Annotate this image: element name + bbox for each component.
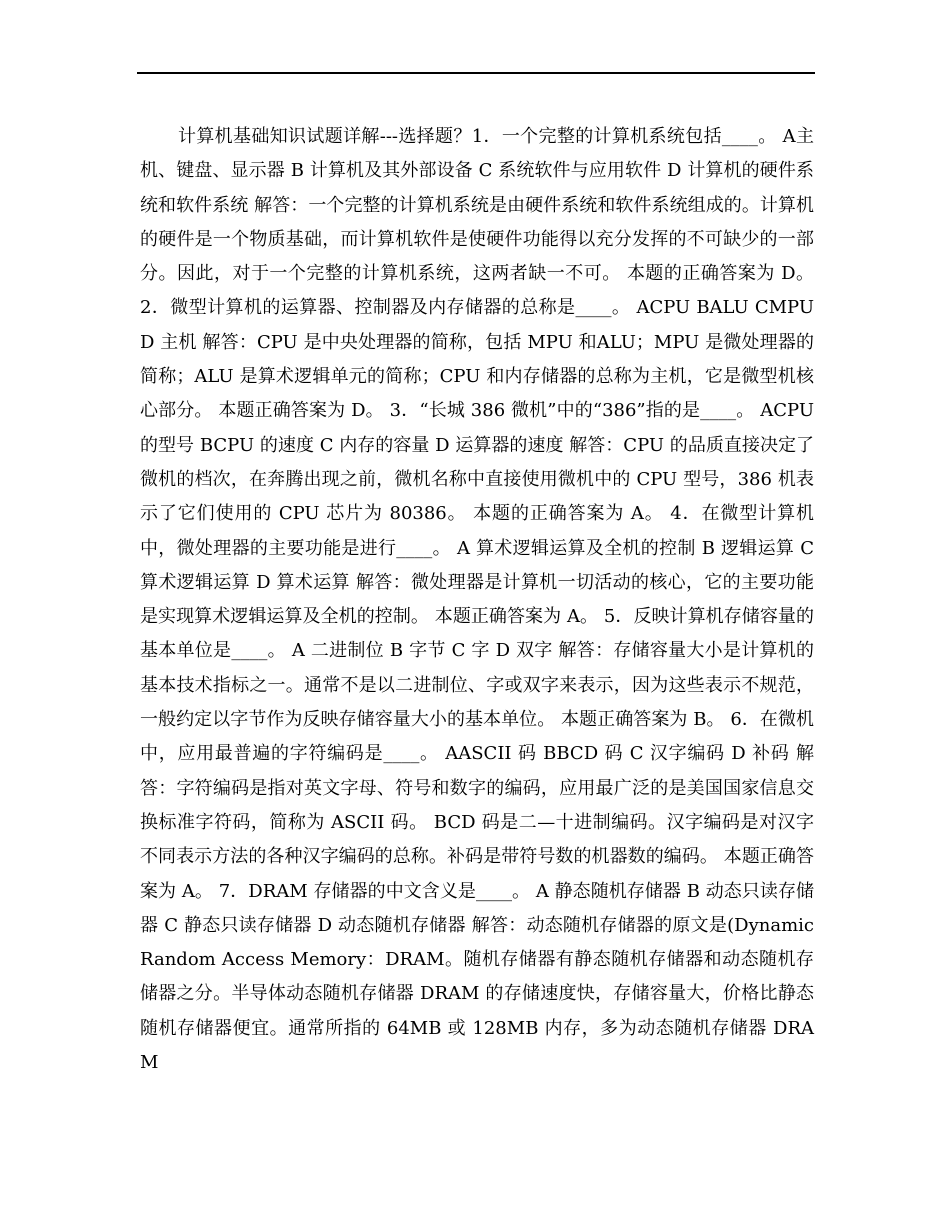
- body-paragraph: 计算机基础知识试题详解---选择题？1．一个完整的计算机系统包括____。 A主机、键盘、显示器 B 计算机及其外部设备 C 系统软件与应用软件 D 计算机的硬件系统和软件系统 解答：一个完整的计算机系统是由硬件系统和软件系统组成的。计算机的硬件是一个物质基础，而计算机软件是使硬件功能得以充分发挥的不可缺少的一部分。因此，对于一个完整的计算机系统，这两者缺一不可。 本题的正确答案为 D。 2．微型计算机的运算器、控制器及内存储器的总称是____。 ACPU BALU CMPU D 主机 解答：CPU 是中央处理器的简称，包括 MPU 和ALU；MPU 是微处理器的简称；ALU 是算术逻辑单元的简称；CPU 和内存储器的总称为主机，它是微型机核心部分。 本题正确答案为 D。 3．“长城 386 微机”中的“386”指的是____。 ACPU 的型号 BCPU 的速度 C 内存的容量 D 运算器的速度 解答：CPU 的品质直接决定了微机的档次，在奔腾出现之前，微机名称中直接使用微机中的 CPU 型号，386 机表示了它们使用的 CPU 芯片为 80386。 本题的正确答案为 A。 4．在微型计算机中，微处理器的主要功能是进行____。 A 算术逻辑运算及全机的控制 B 逻辑运算 C 算术逻辑运算 D 算术运算 解答：微处理器是计算机一切活动的核心，它的主要功能是实现算术逻辑运算及全机的控制。 本题正确答案为 A。 5．反映计算机存储容量的基本单位是____。 A 二进制位 B 字节 C 字 D 双字 解答：存储容量大小是计算机的基本技术指标之一。通常不是以二进制位、字或双字来表示，因为这些表示不规范，一般约定以字节作为反映存储容量大小的基本单位。 本题正确答案为 B。 6．在微机中，应用最普遍的字符编码是____。 AASCII 码 BBCD 码 C 汉字编码 D 补码 解答：字符编码是指对英文字母、符号和数字的编码，应用最广泛的是美国国家信息交换标准字符码，简称为 ASCII 码。 BCD 码是二—十进制编码。汉字编码是对汉字不同表示方法的各种汉字编码的总称。补码是带符号数的机器数的编码。 本题正确答案为 A。 7．DRAM 存储器的中文含义是____。 A 静态随机存储器 B 动态只读存储器 C 静态只读存储器 D 动态随机存储器 解答：动态随机存储器的原文是(Dynamic Random Access Memory：DRAM。随机存储器有静态随机存储器和动态随机存储器之分。半导体动态随机存储器 DRAM 的存储速度快，存储容量大，价格比静态随机存储器便宜。通常所指的 64MB 或 128MB 内存，多为动态随机存储器 DRAM: [140, 126, 814, 1074]
- header-rule: [137, 72, 815, 74]
